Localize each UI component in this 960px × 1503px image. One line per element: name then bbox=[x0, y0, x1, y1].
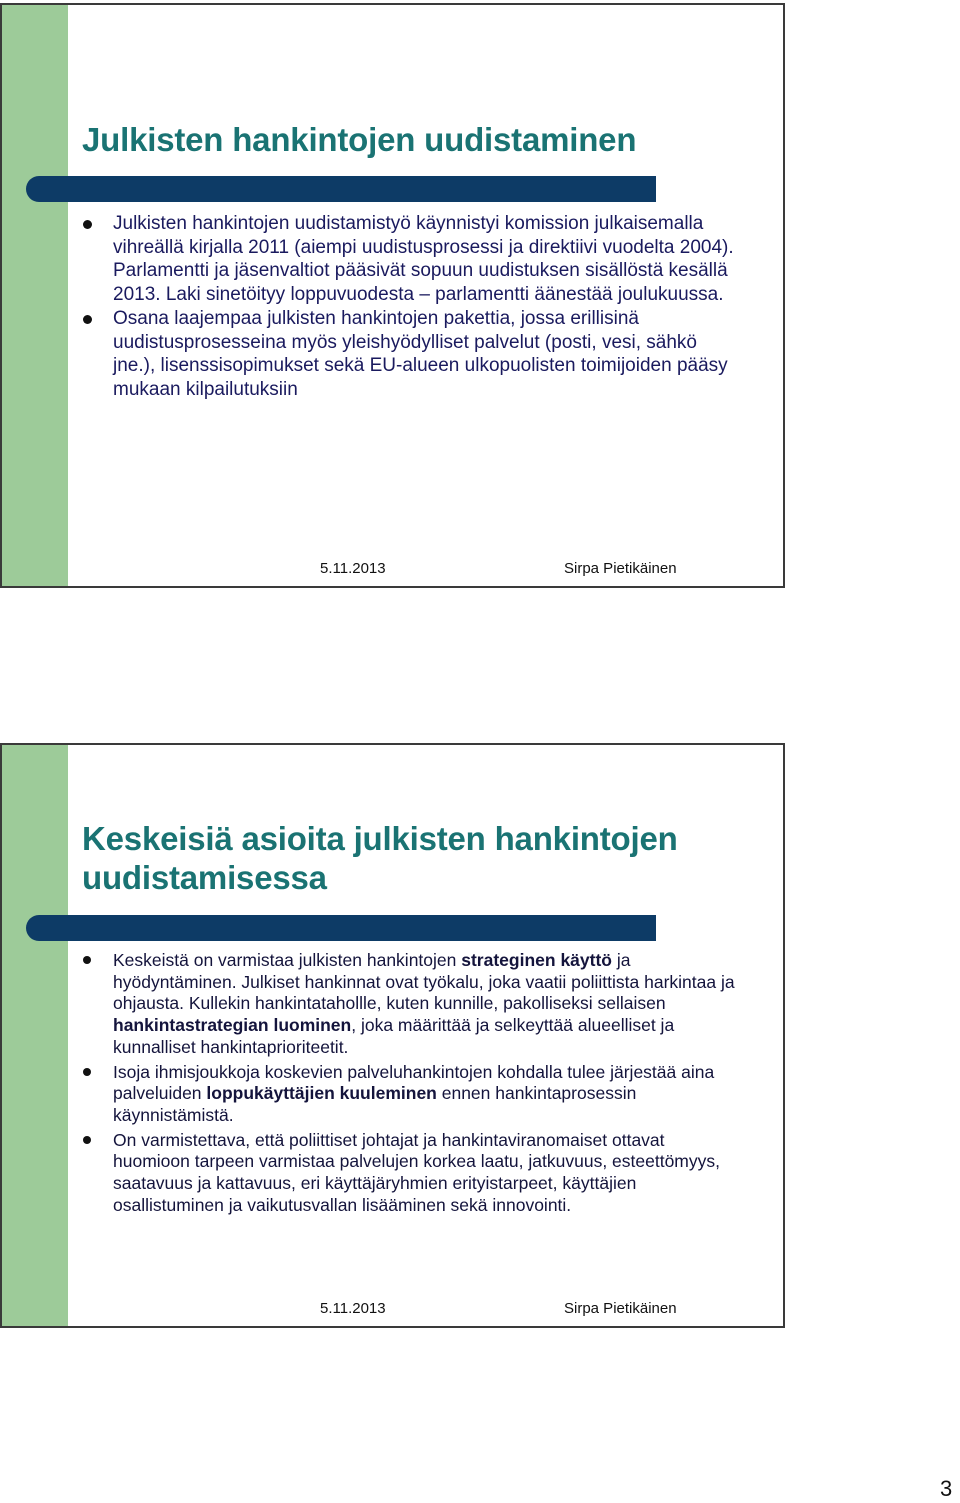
emphasis-text: strateginen käyttö bbox=[461, 950, 612, 970]
bullet-dot-icon bbox=[83, 220, 92, 229]
bullet-dot-icon bbox=[83, 1068, 91, 1076]
bullet-dot-icon bbox=[83, 1136, 91, 1144]
page-number: 3 bbox=[940, 1476, 953, 1501]
bullet-list bbox=[82, 212, 735, 402]
footer-date: 5.11.2013 bbox=[320, 560, 386, 577]
title-underline-bar bbox=[26, 915, 656, 941]
bullet-text: Osana laajempaa julkisten hankintojen pakettia, jossa erillisinä uudistusprosesseina myös yleishyödylliset palvelut (posti, vesi, sähkö jne.), lisenssisopimukset sekä EU-alueen ulkopuolisten toimijoiden pääsy mukaan kilpailutuksiin bbox=[113, 308, 728, 400]
emphasis-text: loppukäyttäjien kuuleminen bbox=[206, 1083, 437, 1104]
footer-date: 5.11.2013 bbox=[320, 1300, 386, 1317]
bullet-item bbox=[82, 1130, 735, 1217]
bullet-text: Keskeistä on varmistaa julkisten hankintojen strateginen käyttö ja hyödyntäminen. Julkiset hankinnat ovat työkalu, joka vaatii poliittista harkintaa ja ohjausta. Kullekin hankintatahollle, kuten kunnille, pakolliseksi sellaisen hankintastrategian luominen, joka määrittää ja selkeyttää alueelliset ja kunnalliset hankintaprioriteetit. bbox=[113, 950, 735, 1057]
slide-accent-strip bbox=[2, 5, 68, 586]
slide-title: Keskeisiä asioita julkisten hankintojen uudistamisessa bbox=[82, 820, 678, 896]
footer-author: Sirpa Pietikäinen bbox=[564, 560, 677, 577]
bullet-text: Julkisten hankintojen uudistamistyö käynnistyi komission julkaisemalla vihreällä kirjalla 2011 (aiempi uudistusprosessi ja direktiivi vuodelta 2004). Parlamentti ja jäsenvaltiot pääsivät sopuun uudistuksen sisällöstä kesällä 2013. Laki sinetöityy loppuvuodesta – parlamentti äänestää joulukuussa. bbox=[113, 213, 734, 305]
bullet-dot-icon bbox=[83, 315, 92, 324]
emphasis-text: hankintastrategian luominen bbox=[113, 1015, 352, 1036]
bullet-item bbox=[82, 950, 735, 1059]
slide-accent-strip bbox=[2, 745, 68, 1326]
bullet-item bbox=[82, 307, 735, 401]
bullet-text: Isoja ihmisjoukkoja koskevien palveluhankintojen kohdalla tulee järjestää aina palveluiden loppukäyttäjien kuuleminen ennen hankintaprosessin käynnistämistä. bbox=[113, 1061, 715, 1125]
footer-author: Sirpa Pietikäinen bbox=[564, 1300, 677, 1317]
slide-title: Julkisten hankintojen uudistaminen bbox=[82, 121, 637, 158]
slide-2 bbox=[0, 743, 785, 1328]
slide-1 bbox=[0, 3, 785, 588]
bullet-text: On varmistettava, että poliittiset johtajat ja hankintaviranomaiset ottavat huomioon tarpeen varmistaa palvelujen korkea laatu, jatkuvuus, esteettömyys, saatavuus ja kattavuus, eri käyttäjäryhmien erityistarpeet, käyttäjien osallistuminen ja vaikutusvallan lisääminen sekä innovointi. bbox=[113, 1129, 720, 1215]
bullet-list bbox=[82, 950, 735, 1219]
bullet-item bbox=[82, 212, 735, 306]
bullet-dot-icon bbox=[83, 956, 91, 964]
bullet-item bbox=[82, 1062, 735, 1127]
title-underline-bar bbox=[26, 176, 656, 202]
